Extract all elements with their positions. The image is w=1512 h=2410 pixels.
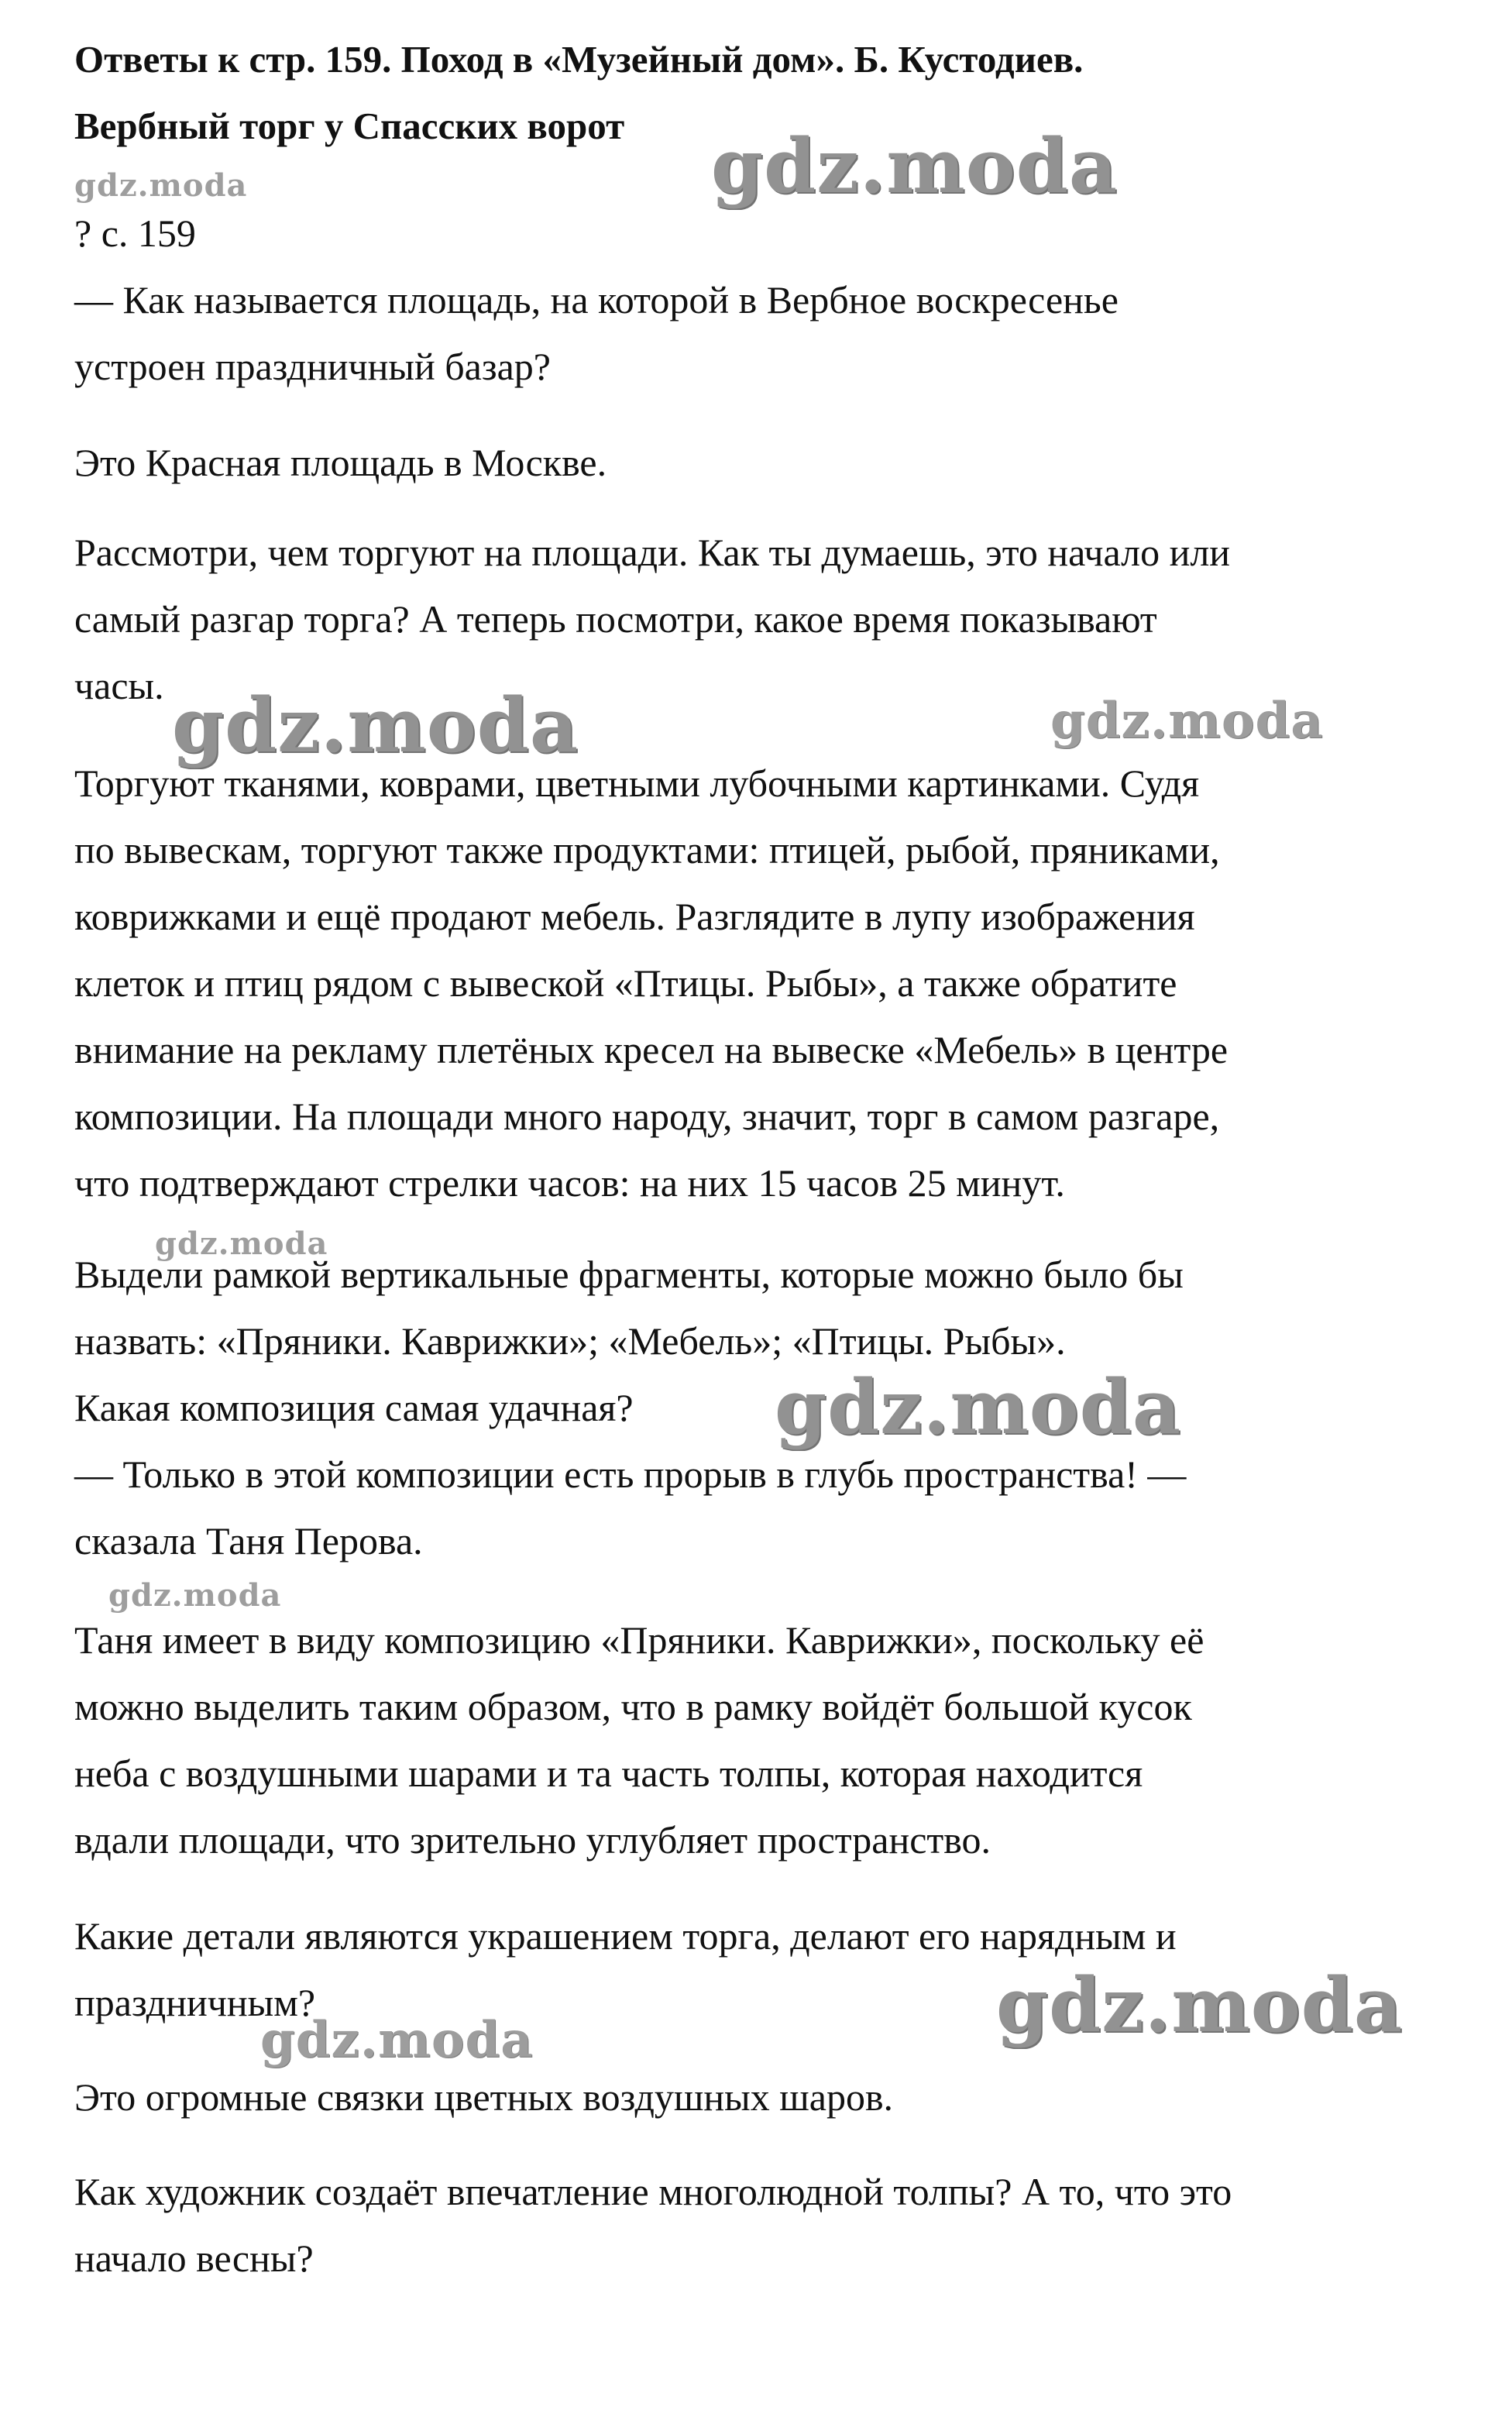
- watermark: gdz.moda: [1050, 692, 1324, 750]
- question-5-line: Как художник создаёт впечатление многолюдной толпы? А то, что это: [74, 2170, 1232, 2213]
- question-2-line: самый разгар торга? А теперь посмотри, какое время показывают: [74, 597, 1157, 641]
- question-3-line: — Только в этой композиции есть прорыв в глубь пространства! —: [74, 1453, 1187, 1496]
- title-line-2: Вербный торг у Спасских ворот: [74, 105, 625, 147]
- answer-3-line: вдали площади, что зрительно углубляет пространство.: [74, 1818, 991, 1862]
- answer-2-line: клеток и птиц рядом с вывеской «Птицы. Рыбы», а также обратите: [74, 961, 1177, 1005]
- title-line-1: Ответы к стр. 159. Поход в «Музейный дом». Б. Кустодиев.: [74, 38, 1084, 81]
- watermark: gdz.moda: [260, 2011, 534, 2069]
- answer-2-line: что подтверждают стрелки часов: на них 15 часов 25 минут.: [74, 1161, 1065, 1205]
- answer-4: Это огромные связки цветных воздушных шаров.: [74, 2075, 894, 2119]
- answer-2-line: внимание на рекламу плетёных кресел на вывеске «Мебель» в центре: [74, 1028, 1228, 1071]
- answer-3-line: неба с воздушными шарами и та часть толпы, которая находится: [74, 1752, 1143, 1795]
- answer-2-line: коврижками и ещё продают мебель. Разглядите в лупу изображения: [74, 895, 1195, 938]
- answer-2-line: по вывескам, торгуют также продуктами: птицей, рыбой, пряниками,: [74, 828, 1220, 872]
- question-1-line: — Как называется площадь, на которой в Вербное воскресенье: [74, 278, 1119, 321]
- question-4-line: праздничным?: [74, 1981, 316, 2024]
- watermark: gdz.moda: [74, 167, 248, 204]
- watermark: gdz.moda: [172, 682, 579, 769]
- watermark: gdz.moda: [711, 122, 1119, 210]
- question-1-line: устроен праздничный базар?: [74, 345, 551, 388]
- answer-2-line: Торгуют тканями, коврами, цветными лубочными картинками. Судя: [74, 762, 1200, 805]
- answer-1: Это Красная площадь в Москве.: [74, 441, 607, 484]
- answer-3-line: Таня имеет в виду композицию «Пряники. Каврижки», поскольку её: [74, 1618, 1204, 1662]
- question-3-line: Выдели рамкой вертикальные фрагменты, которые можно было бы: [74, 1253, 1184, 1296]
- answer-2-line: композиции. На площади много народу, значит, торг в самом разгаре,: [74, 1095, 1220, 1138]
- watermark: gdz.moda: [996, 1961, 1404, 2049]
- watermark: gdz.moda: [155, 1226, 328, 1262]
- watermark: gdz.moda: [108, 1577, 282, 1614]
- question-3-line: сказала Таня Перова.: [74, 1519, 423, 1563]
- question-3-line: назвать: «Пряники. Каврижки»; «Мебель»; «Птицы. Рыбы».: [74, 1319, 1066, 1363]
- question-4-line: Какие детали являются украшением торга, делают его нарядным и: [74, 1914, 1177, 1958]
- question-3-line: Какая композиция самая удачная?: [74, 1386, 634, 1429]
- question-2-line: Рассмотри, чем торгуют на площади. Как ты думаешь, это начало или: [74, 531, 1231, 574]
- watermark: gdz.moda: [775, 1363, 1182, 1451]
- question-2-line: часы.: [74, 664, 164, 707]
- answer-3-line: можно выделить таким образом, что в рамку войдёт большой кусок: [74, 1685, 1192, 1728]
- page-reference: ? с. 159: [74, 211, 196, 255]
- question-5-line: начало весны?: [74, 2236, 314, 2280]
